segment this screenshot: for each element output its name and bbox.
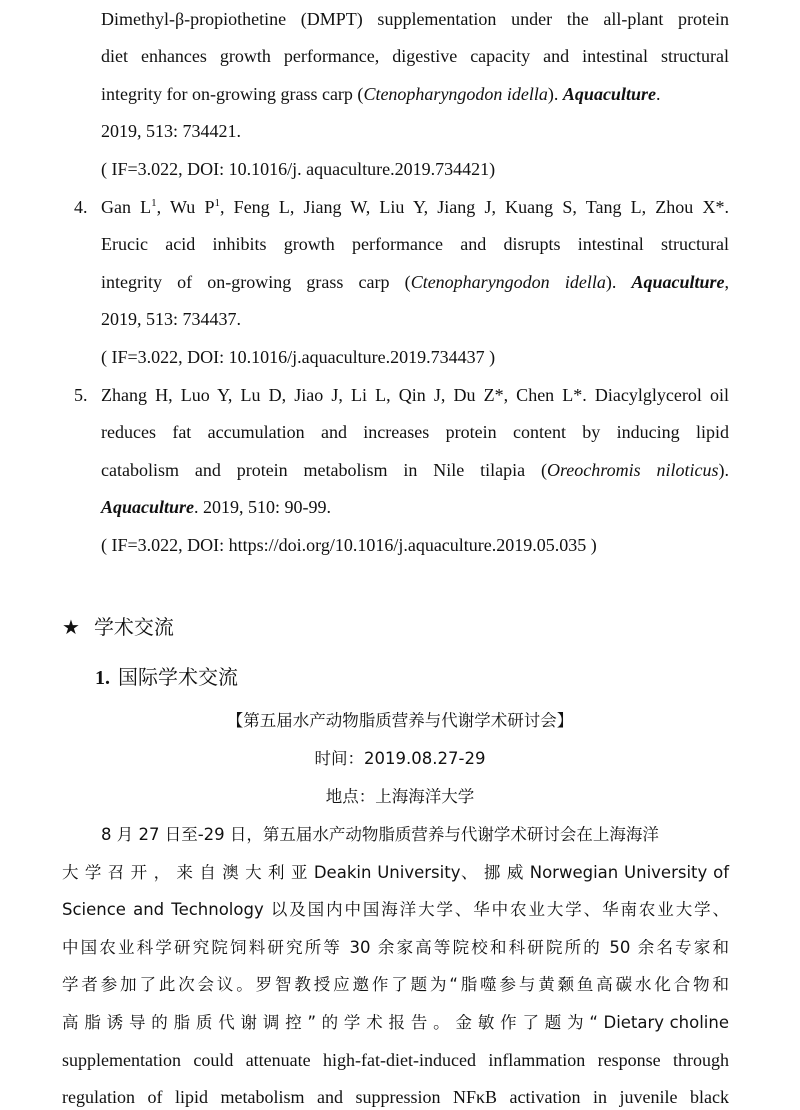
ref5-line1: Zhang H, Luo Y, Lu D, Jiao J, Li L, Qin J, Du Z*, Chen L*. Diacylglycerol oil (101, 385, 729, 405)
ref3-meta: ( IF=3.022, DOI: 10.1016/j. aquaculture.2019.734421) (101, 159, 496, 179)
ref3-line4: 2019, 513: 734421. (101, 121, 242, 141)
paragraph-line: 学者参加了此次会议。罗智教授应邀作了题为“脂噬参与黄颡鱼高碳水化合物和 (62, 975, 729, 994)
section-title: 学术交流 (93, 615, 174, 639)
ref4-line3: integrity of on-growing grass carp (Ctenopharyngodon idella). Aquaculture, (101, 272, 730, 292)
ref5-meta: ( IF=3.022, DOI: https://doi.org/10.1016/j.aquaculture.2019.05.035 ) (101, 535, 597, 555)
paragraph-line: regulation of lipid metabolism and suppression NFκB activation in juvenile black (62, 1087, 729, 1107)
ref3-line2: diet enhances growth performance, digestive capacity and intestinal structural (101, 46, 729, 66)
paragraph-line: 大 学 召 开 ， 来 自 澳 大 利 亚 Deakin University、 挪 威 Norwegian University of (62, 863, 729, 882)
paragraph-line: 高 脂 诱 导 的 脂 质 代 谢 调 控 ” 的 学 术 报 告 。 金 敏 作 了 题 为 “ Dietary choline (62, 1013, 729, 1032)
ref4-line1: Gan $L^1$, Wu $P^1$, Feng L, Jiang W, Liu Y, Jiang J, Kuang S, Tang L, Zhou X*. (101, 197, 729, 217)
species-name: Ctenopharyngodon idella (410, 272, 606, 292)
ref3-line3: integrity for on-growing grass carp (Ctenopharyngodon idella). Aquaculture. (101, 84, 661, 104)
paragraph-line: 中国农业科学研究院饲料研究所等 30 余家高等院校和科研院所的 50 余名专家和 (62, 938, 729, 957)
journal-name: Aquaculture (562, 84, 656, 104)
subsection-heading (95, 663, 238, 692)
paragraph-line: Science and Technology 以及国内中国海洋大学、华中农业大学、华南农业大学、 (62, 900, 729, 919)
event-time: 时间：2019.08.27-29 (314, 749, 486, 768)
species-name: Ctenopharyngodon idella (363, 84, 548, 104)
ref4-line4: 2019, 513: 734437. (101, 309, 242, 329)
star-icon: ★ (62, 615, 80, 639)
event-place: 地点：上海海洋大学 (325, 787, 475, 806)
paragraph-line: 8 月 27 日至-29 日，第五届水产动物脂质营养与代谢学术研讨会在上海海洋 (101, 825, 659, 844)
ref5-line3: catabolism and protein metabolism in Nile tilapia (Oreochromis niloticus). (101, 460, 729, 480)
section-heading (62, 613, 174, 641)
subsection-title: 国际学术交流 (118, 665, 238, 689)
ref4-meta: ( IF=3.022, DOI: 10.1016/j.aquaculture.2019.734437 ) (101, 347, 496, 367)
ref5-number: 5. (74, 385, 88, 405)
ref4-number: 4. (74, 197, 88, 217)
ref4-line2: Erucic acid inhibits growth performance and disrupts intestinal structural (101, 234, 729, 254)
ref5-line4: Aquaculture. 2019, 510: 90-99. (101, 497, 332, 517)
ref5-line2: reduces fat accumulation and increases protein content by inducing lipid (101, 422, 729, 442)
ref3-line1: Dimethyl-β-propiothetine (DMPT) supplementation under the all-plant protein (101, 9, 729, 29)
paragraph-line: supplementation could attenuate high-fat-diet-induced inflammation response through (62, 1050, 729, 1070)
event-title: 【第五届水产动物脂质营养与代谢学术研讨会】 (226, 711, 574, 730)
species-name: Oreochromis niloticus (546, 460, 719, 480)
journal-name: Aquaculture (101, 497, 195, 517)
subsection-number: 1. (95, 667, 110, 689)
journal-name: Aquaculture (631, 272, 725, 292)
